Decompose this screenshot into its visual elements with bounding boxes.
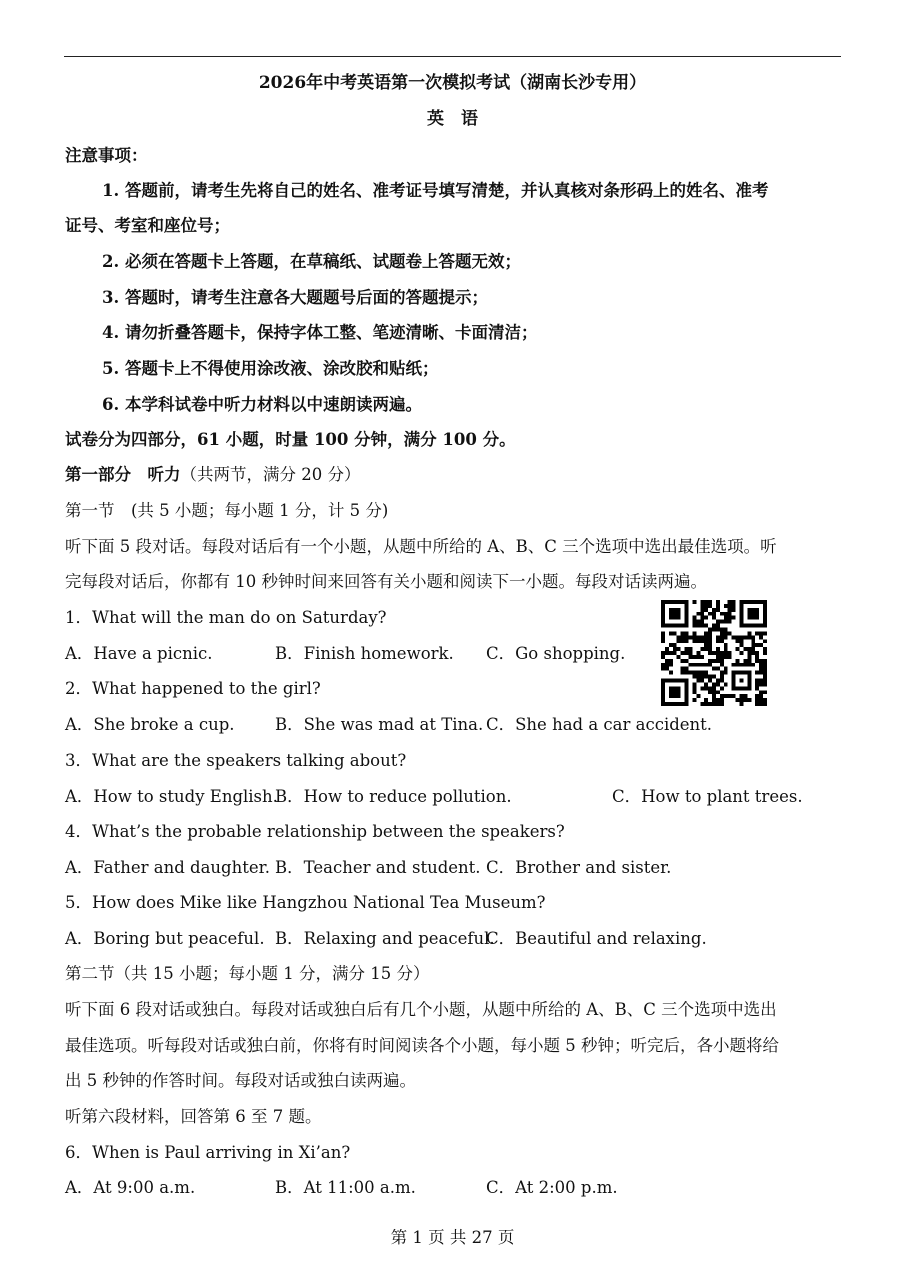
q1-option-a: A．Have a picnic. — [65, 644, 213, 663]
q2-option-c: C．She had a car accident. — [486, 715, 713, 734]
section2-instructions-3: 出 5 秒钟的作答时间。每段对话或独白读两遍。 — [65, 1071, 416, 1090]
notice-item-1-cont: 证号、考室和座位号； — [65, 216, 230, 235]
q4-option-a: A．Father and daughter. — [65, 858, 270, 877]
part1-title — [65, 464, 361, 486]
question-6: 6．When is Paul arriving in Xi’an? — [65, 1143, 351, 1162]
part1-title-main: 第一部分 听力 — [65, 465, 181, 484]
q5-option-a: A．Boring but peaceful. — [65, 929, 265, 948]
question-1: 1．What will the man do on Saturday? — [65, 608, 387, 627]
notice-item-2: 2. 必须在答题卡上答题，在草稿纸、试题卷上答题无效； — [102, 252, 521, 271]
part1-title-note: （共两节，满分 20 分） — [180, 465, 361, 484]
q1-option-b: B．Finish homework. — [275, 644, 454, 663]
notice-item-1: 1. 答题前，请考生先将自己的姓名、准考证号填写清楚，并认真核对条形码上的姓名、准考 — [102, 181, 769, 200]
q5-option-b: B．Relaxing and peaceful. — [275, 929, 495, 948]
subject-title: 英 语 — [427, 109, 478, 129]
q2-option-a: A．She broke a cup. — [65, 715, 235, 734]
q4-option-b: B．Teacher and student. — [275, 858, 481, 877]
q6-option-b: B．At 11:00 a.m. — [275, 1178, 416, 1197]
section1-title: 第一节 (共 5 小题；每小题 1 分，计 5 分) — [65, 501, 389, 520]
material-6-note: 听第六段材料，回答第 6 至 7 题。 — [65, 1107, 322, 1126]
q3-option-c: C．How to plant trees. — [612, 787, 803, 806]
header-rule — [64, 56, 841, 57]
notice-item-6: 6. 本学科试卷中听力材料以中速朗读两遍。 — [102, 395, 422, 414]
q5-option-c: C．Beautiful and relaxing. — [486, 929, 707, 948]
exam-summary: 试卷分为四部分，61 小题，时量 100 分钟，满分 100 分。 — [65, 430, 516, 449]
q1-option-c: C．Go shopping. — [486, 644, 626, 663]
section2-title: 第二节（共 15 小题；每小题 1 分，满分 15 分） — [65, 964, 430, 983]
q3-option-b: B．How to reduce pollution. — [275, 787, 512, 806]
notice-heading: 注意事项： — [65, 146, 148, 165]
question-3: 3．What are the speakers talking about? — [65, 751, 407, 770]
notice-item-3: 3. 答题时，请考生注意各大题题号后面的答题提示； — [102, 288, 488, 307]
question-4: 4．What’s the probable relationship between the speakers? — [65, 822, 565, 841]
section1-instructions-2: 完每段对话后，你都有 10 秒钟时间来回答有关小题和阅读下一小题。每段对话读两遍。 — [65, 572, 707, 591]
notice-item-5: 5. 答题卡上不得使用涂改液、涂改胶和贴纸； — [102, 359, 439, 378]
exam-title: 2026年中考英语第一次模拟考试（湖南长沙专用） — [258, 73, 647, 93]
question-5: 5．How does Mike like Hangzhou National Tea Museum? — [65, 893, 546, 912]
q2-option-b: B．She was mad at Tina. — [275, 715, 484, 734]
question-2: 2．What happened to the girl? — [65, 679, 321, 698]
q3-option-a: A．How to study English. — [65, 787, 278, 806]
section1-instructions-1: 听下面 5 段对话。每段对话后有一个小题，从题中所给的 A、B、C 三个选项中选出最佳选项。听 — [65, 537, 777, 556]
page-footer: 第 1 页 共 27 页 — [390, 1228, 515, 1247]
qr-code — [660, 600, 768, 706]
q6-option-a: A．At 9:00 a.m. — [65, 1178, 196, 1197]
q6-option-c: C．At 2:00 p.m. — [486, 1178, 618, 1197]
section2-instructions-2: 最佳选项。听每段对话或独白前，你将有时间阅读各个小题，每小题 5 秒钟；听完后，各小题将给 — [65, 1036, 779, 1055]
q4-option-c: C．Brother and sister. — [486, 858, 672, 877]
section2-instructions-1: 听下面 6 段对话或独白。每段对话或独白后有几个小题，从题中所给的 A、B、C 三个选项中选出 — [65, 1000, 777, 1019]
notice-item-4: 4. 请勿折叠答题卡，保持字体工整、笔迹清晰、卡面清洁； — [102, 323, 538, 342]
